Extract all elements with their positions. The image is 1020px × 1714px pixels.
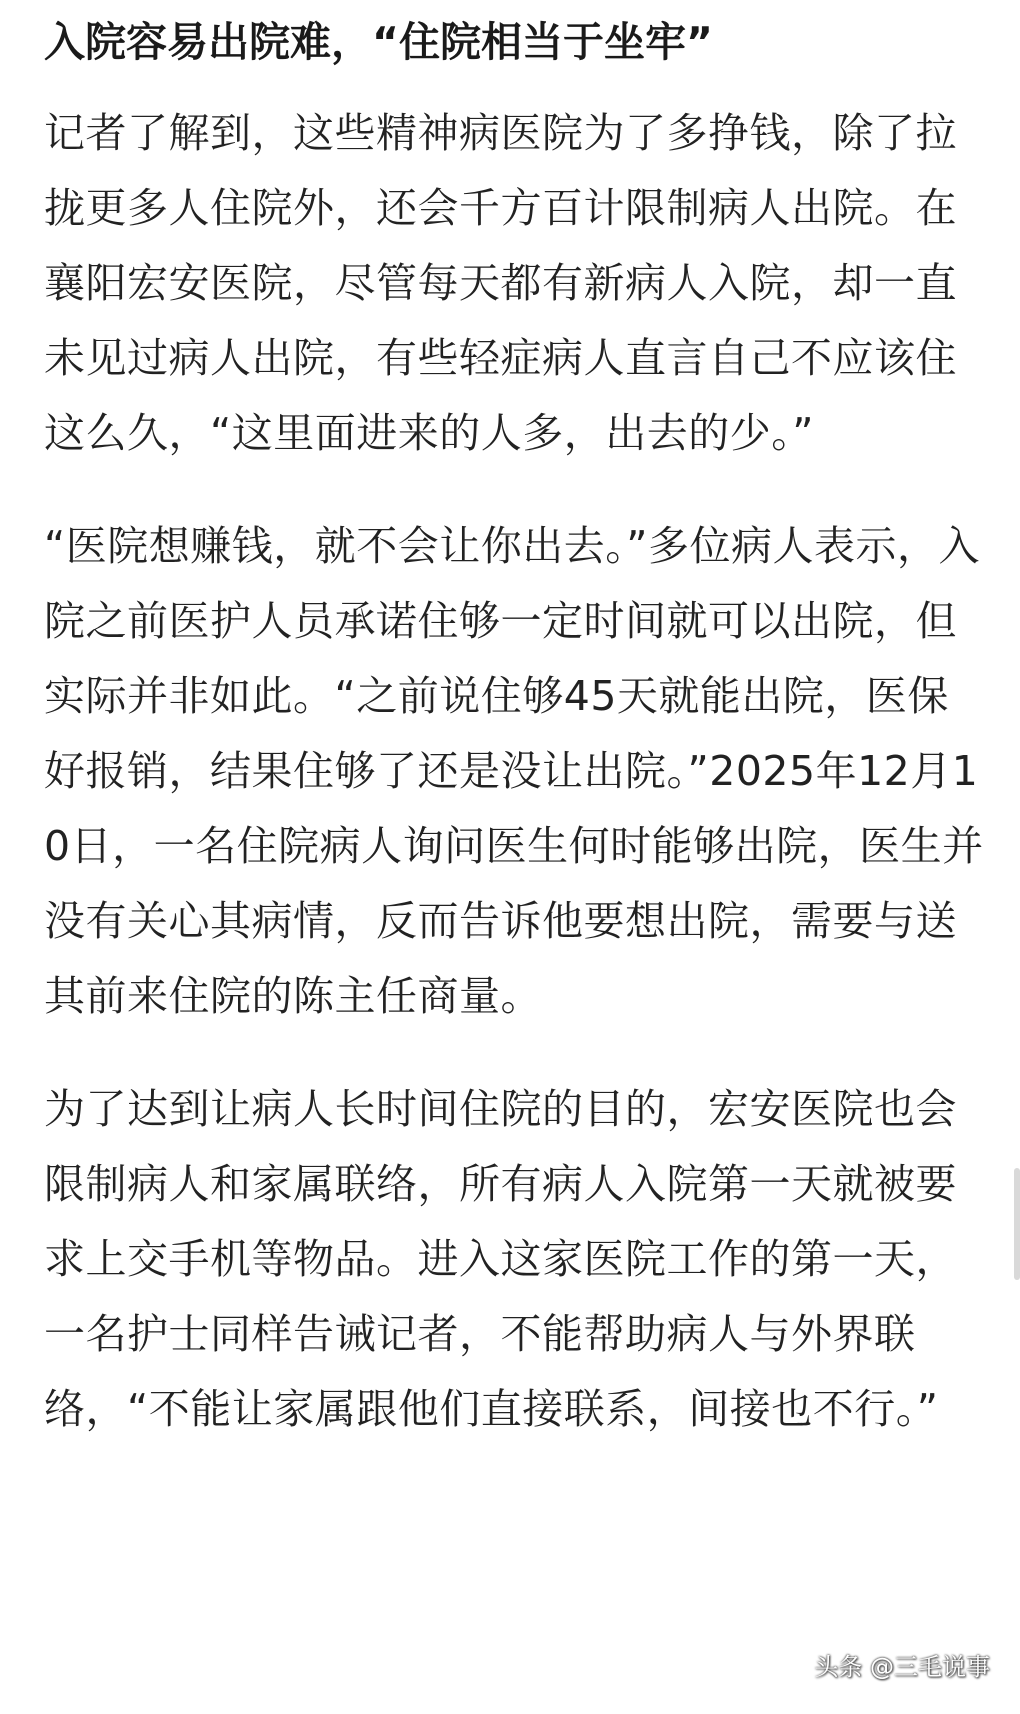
paragraph-3: 为了达到让病人长时间住院的目的，宏安医院也会限制病人和家属联络，所有病人入院第一天就被要求上交手机等物品。进入这家医院工作的第一天，一名护士同样告诫记者，不能帮助病人与外界联络，“不能让家属跟他们直接联系，间接也不行。” bbox=[44, 1085, 957, 1433]
paragraph-1: 记者了解到，这些精神病医院为了多挣钱，除了拉拢更多人住院外，还会千方百计限制病人出院。在襄阳宏安医院，尽管每天都有新病人入院，却一直未见过病人出院，有些轻症病人直言自己不应该住这么久，“这里面进来的人多，出去的少。” bbox=[44, 109, 957, 457]
article-headline: 入院容易出院难，“住院相当于坐牢” bbox=[44, 18, 713, 66]
article bbox=[44, 14, 988, 1447]
paragraph-2: “医院想赚钱，就不会让你出去。”多位病人表示，入院之前医护人员承诺住够一定时间就可以出院，但实际并非如此。“之前说住够45天就能出院，医保好报销，结果住够了还是没让出院。”2025年12月10日，一名住院病人询问医生何时能够出院，医生并没有关心其病情，反而告诉他要想出院，需要与送其前来住院的陈主任商量。 bbox=[44, 522, 984, 1020]
scrollbar[interactable] bbox=[1014, 1168, 1020, 1280]
watermark: 头条 @三毛说事 bbox=[814, 1653, 990, 1681]
